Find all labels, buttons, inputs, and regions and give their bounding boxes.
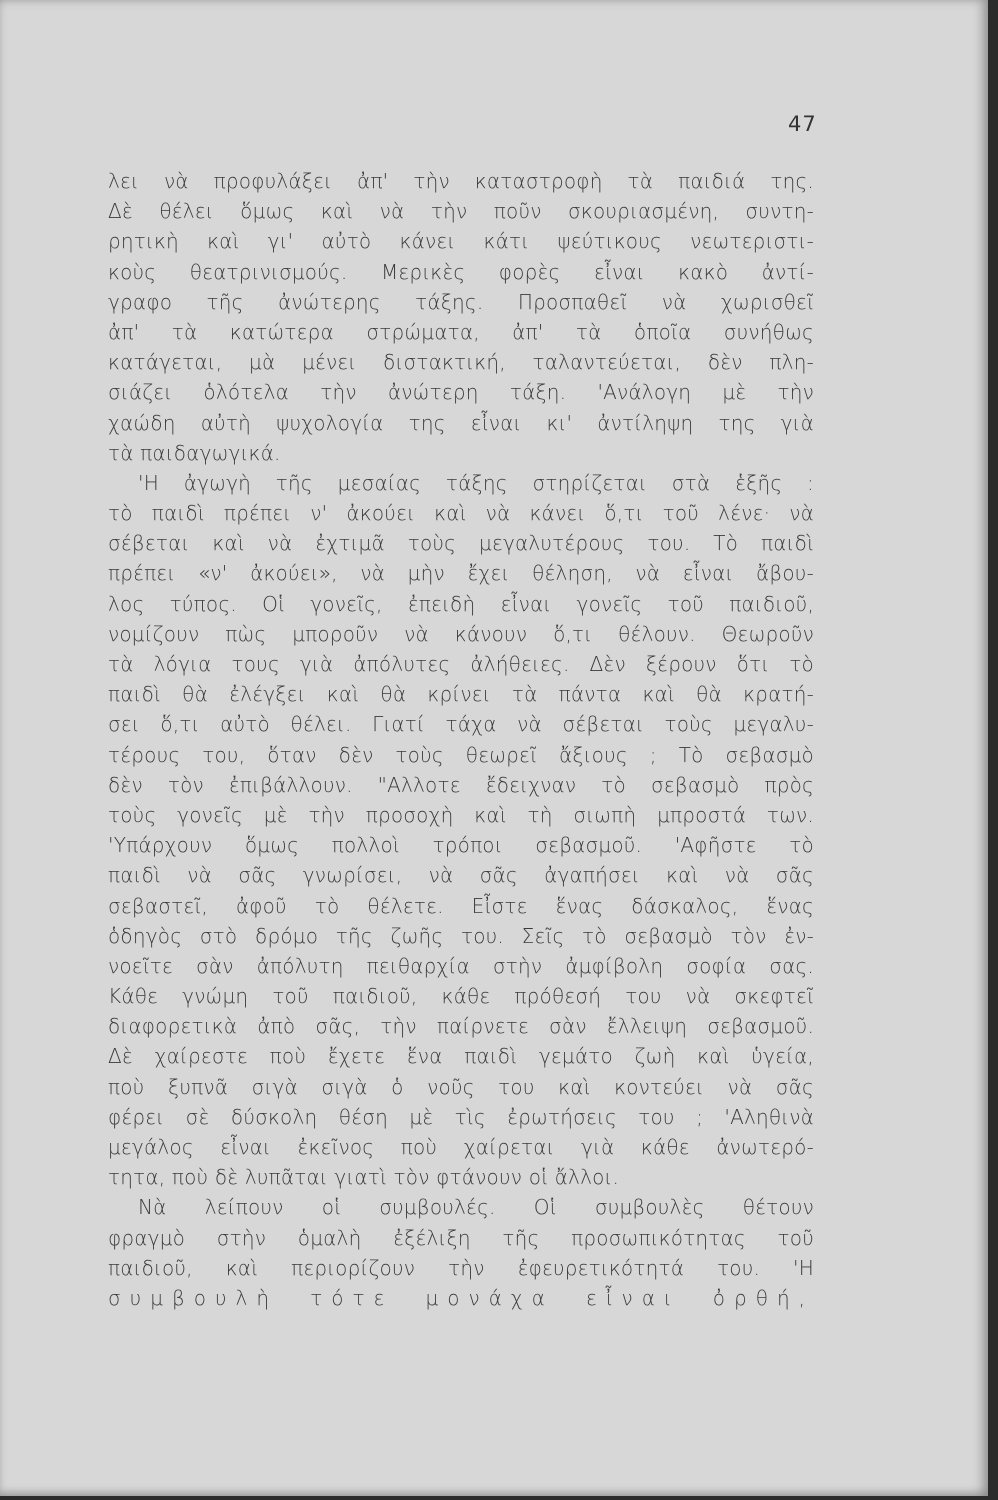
text-line: νοεῖτε σὰν ἀπόλυτη πειθαρχία στὴν ἀμφίβολη σοφία σας. — [108, 953, 814, 978]
text-line: Δὲ θέλει ὅμως καὶ νὰ τὴν ποῦν σκουριασμένη, συντη- — [108, 199, 814, 224]
text-line: τὸ παιδὶ πρέπει ν' ἀκούει καὶ νὰ κάνει ὅ,τι τοῦ λένε· νὰ — [108, 501, 814, 526]
text-line: τητα, ποὺ δὲ λυπᾶται γιατὶ τὸν φτάνουν οἱ ἄλλοι. — [108, 1165, 620, 1190]
text-line: τέρους του, ὅταν δὲν τοὺς θεωρεῖ ἄξιους ; Τὸ σεβασμὸ — [108, 742, 814, 767]
text-line: μεγάλος εἶναι ἐκεῖνος ποὺ χαίρεται γιὰ κάθε ἀνωτερό- — [108, 1135, 814, 1159]
text-line: παιδὶ θὰ ἐλέγξει καὶ θὰ κρίνει τὰ πάντα καὶ θὰ κρατή- — [108, 682, 814, 707]
text-line: λος τύπος. Οἱ γονεῖς, ἐπειδὴ εἶναι γονεῖς τοῦ παιδιοῦ, — [108, 591, 814, 616]
text-line: Κάθε γνώμη τοῦ παιδιοῦ, κάθε πρόθεσή του νὰ σκεφτεῖ — [108, 984, 814, 1009]
text-line: φέρει σὲ δύσκολη θέση μὲ τὶς ἐρωτήσεις του ; 'Αληθινὰ — [108, 1104, 814, 1129]
text-line: τοὺς γονεῖς μὲ τὴν προσοχὴ καὶ τὴ σιωπὴ μπροστά των. — [108, 802, 814, 827]
text-line: ὁδηγὸς στὸ δρόμο τῆς ζωῆς του. Σεῖς τὸ σεβασμὸ τὸν ἐν- — [108, 923, 814, 948]
text-line: δὲν τὸν ἐπιβάλλουν. "Αλλοτε ἔδειχναν τὸ σεβασμὸ πρὸς — [108, 772, 814, 797]
text-line: διαφορετικὰ ἀπὸ σᾶς, τὴν παίρνετε σὰν ἔλλειψη σεβασμοῦ. — [108, 1014, 814, 1039]
text-line: σεβαστεῖ, ἀφοῦ τὸ θέλετε. Εἶστε ἕνας δάσκαλος, ἕνας — [108, 893, 814, 918]
text-line: 'Η ἀγωγὴ τῆς μεσαίας τάξης στηρίζεται στὰ ἑξῆς : — [138, 470, 814, 495]
text-line: κοὺς θεατρινισμούς. Μερικὲς φορὲς εἶναι κακὸ ἀντί- — [108, 259, 814, 284]
text-line: κατάγεται, μὰ μένει διστακτική, ταλαντεύεται, δὲν πλη- — [108, 350, 814, 375]
text-line: λει νὰ προφυλάξει ἀπ' τὴν καταστροφὴ τὰ παιδιά της. — [108, 169, 814, 193]
text-line: τὰ παιδαγωγικά. — [108, 440, 281, 465]
text-line: σει ὅ,τι αὐτὸ θέλει. Γιατί τάχα νὰ σέβεται τοὺς μεγαλυ- — [108, 712, 814, 737]
text-line: 'Υπάρχουν ὅμως πολλοὶ τρόποι σεβασμοῦ. 'Αφῆστε τὸ — [108, 833, 814, 858]
text-line: ρητικὴ καὶ γι' αὐτὸ κάνει κάτι ψεύτικους νεωτεριστι- — [108, 229, 814, 254]
text-line: σιάζει ὁλότελα τὴν ἀνώτερη τάξη. 'Ανάλογη μὲ τὴν — [108, 380, 814, 405]
text-line: νομίζουν πὼς μποροῦν νὰ κάνουν ὅ,τι θέλουν. Θεωροῦν — [108, 621, 814, 646]
text-line: χαώδη αὐτὴ ψυχολογία της εἶναι κι' ἀντίληψη της γιὰ — [108, 410, 814, 435]
text-line: συμβουλὴ τότε μονάχα εἶναι ὀρθή, — [108, 1285, 814, 1310]
text-line: τὰ λόγια τους γιὰ ἀπόλυτες ἀλήθειες. Δὲν ξέρουν ὅτι τὸ — [108, 652, 814, 676]
page-number: 47 — [788, 112, 817, 136]
text-line: γραφο τῆς ἀνώτερης τάξης. Προσπαθεῖ νὰ χωρισθεῖ — [108, 289, 814, 314]
text-line: παιδιοῦ, καὶ περιορίζουν τὴν ἐφευρετικότητά του. 'Η — [108, 1255, 814, 1280]
text-line: ἀπ' τὰ κατώτερα στρώματα, ἀπ' τὰ ὁποῖα συνήθως — [108, 319, 814, 344]
text-line: φραγμὸ στὴν ὁμαλὴ ἐξέλιξη τῆς προσωπικότητας τοῦ — [108, 1225, 814, 1250]
body-text — [108, 166, 814, 1313]
text-line: πρέπει «ν' ἀκούει», νὰ μὴν ἔχει θέληση, νὰ εἶναι ἄβου- — [108, 561, 814, 586]
text-line: παιδὶ νὰ σᾶς γνωρίσει, νὰ σᾶς ἀγαπήσει καὶ νὰ σᾶς — [108, 863, 814, 888]
text-line: Νὰ λείπουν οἱ συμβουλές. Οἱ συμβουλὲς θέτουν — [138, 1195, 814, 1220]
text-line: Δὲ χαίρεστε ποὺ ἔχετε ἕνα παιδὶ γεμάτο ζωὴ καὶ ὑγεία, — [108, 1044, 814, 1069]
text-line: ποὺ ξυπνᾶ σιγὰ σιγὰ ὁ νοῦς του καὶ κοντεύει νὰ σᾶς — [108, 1074, 814, 1099]
text-line: σέβεται καὶ νὰ ἐχτιμᾶ τοὺς μεγαλυτέρους του. Τὸ παιδὶ — [108, 531, 814, 556]
